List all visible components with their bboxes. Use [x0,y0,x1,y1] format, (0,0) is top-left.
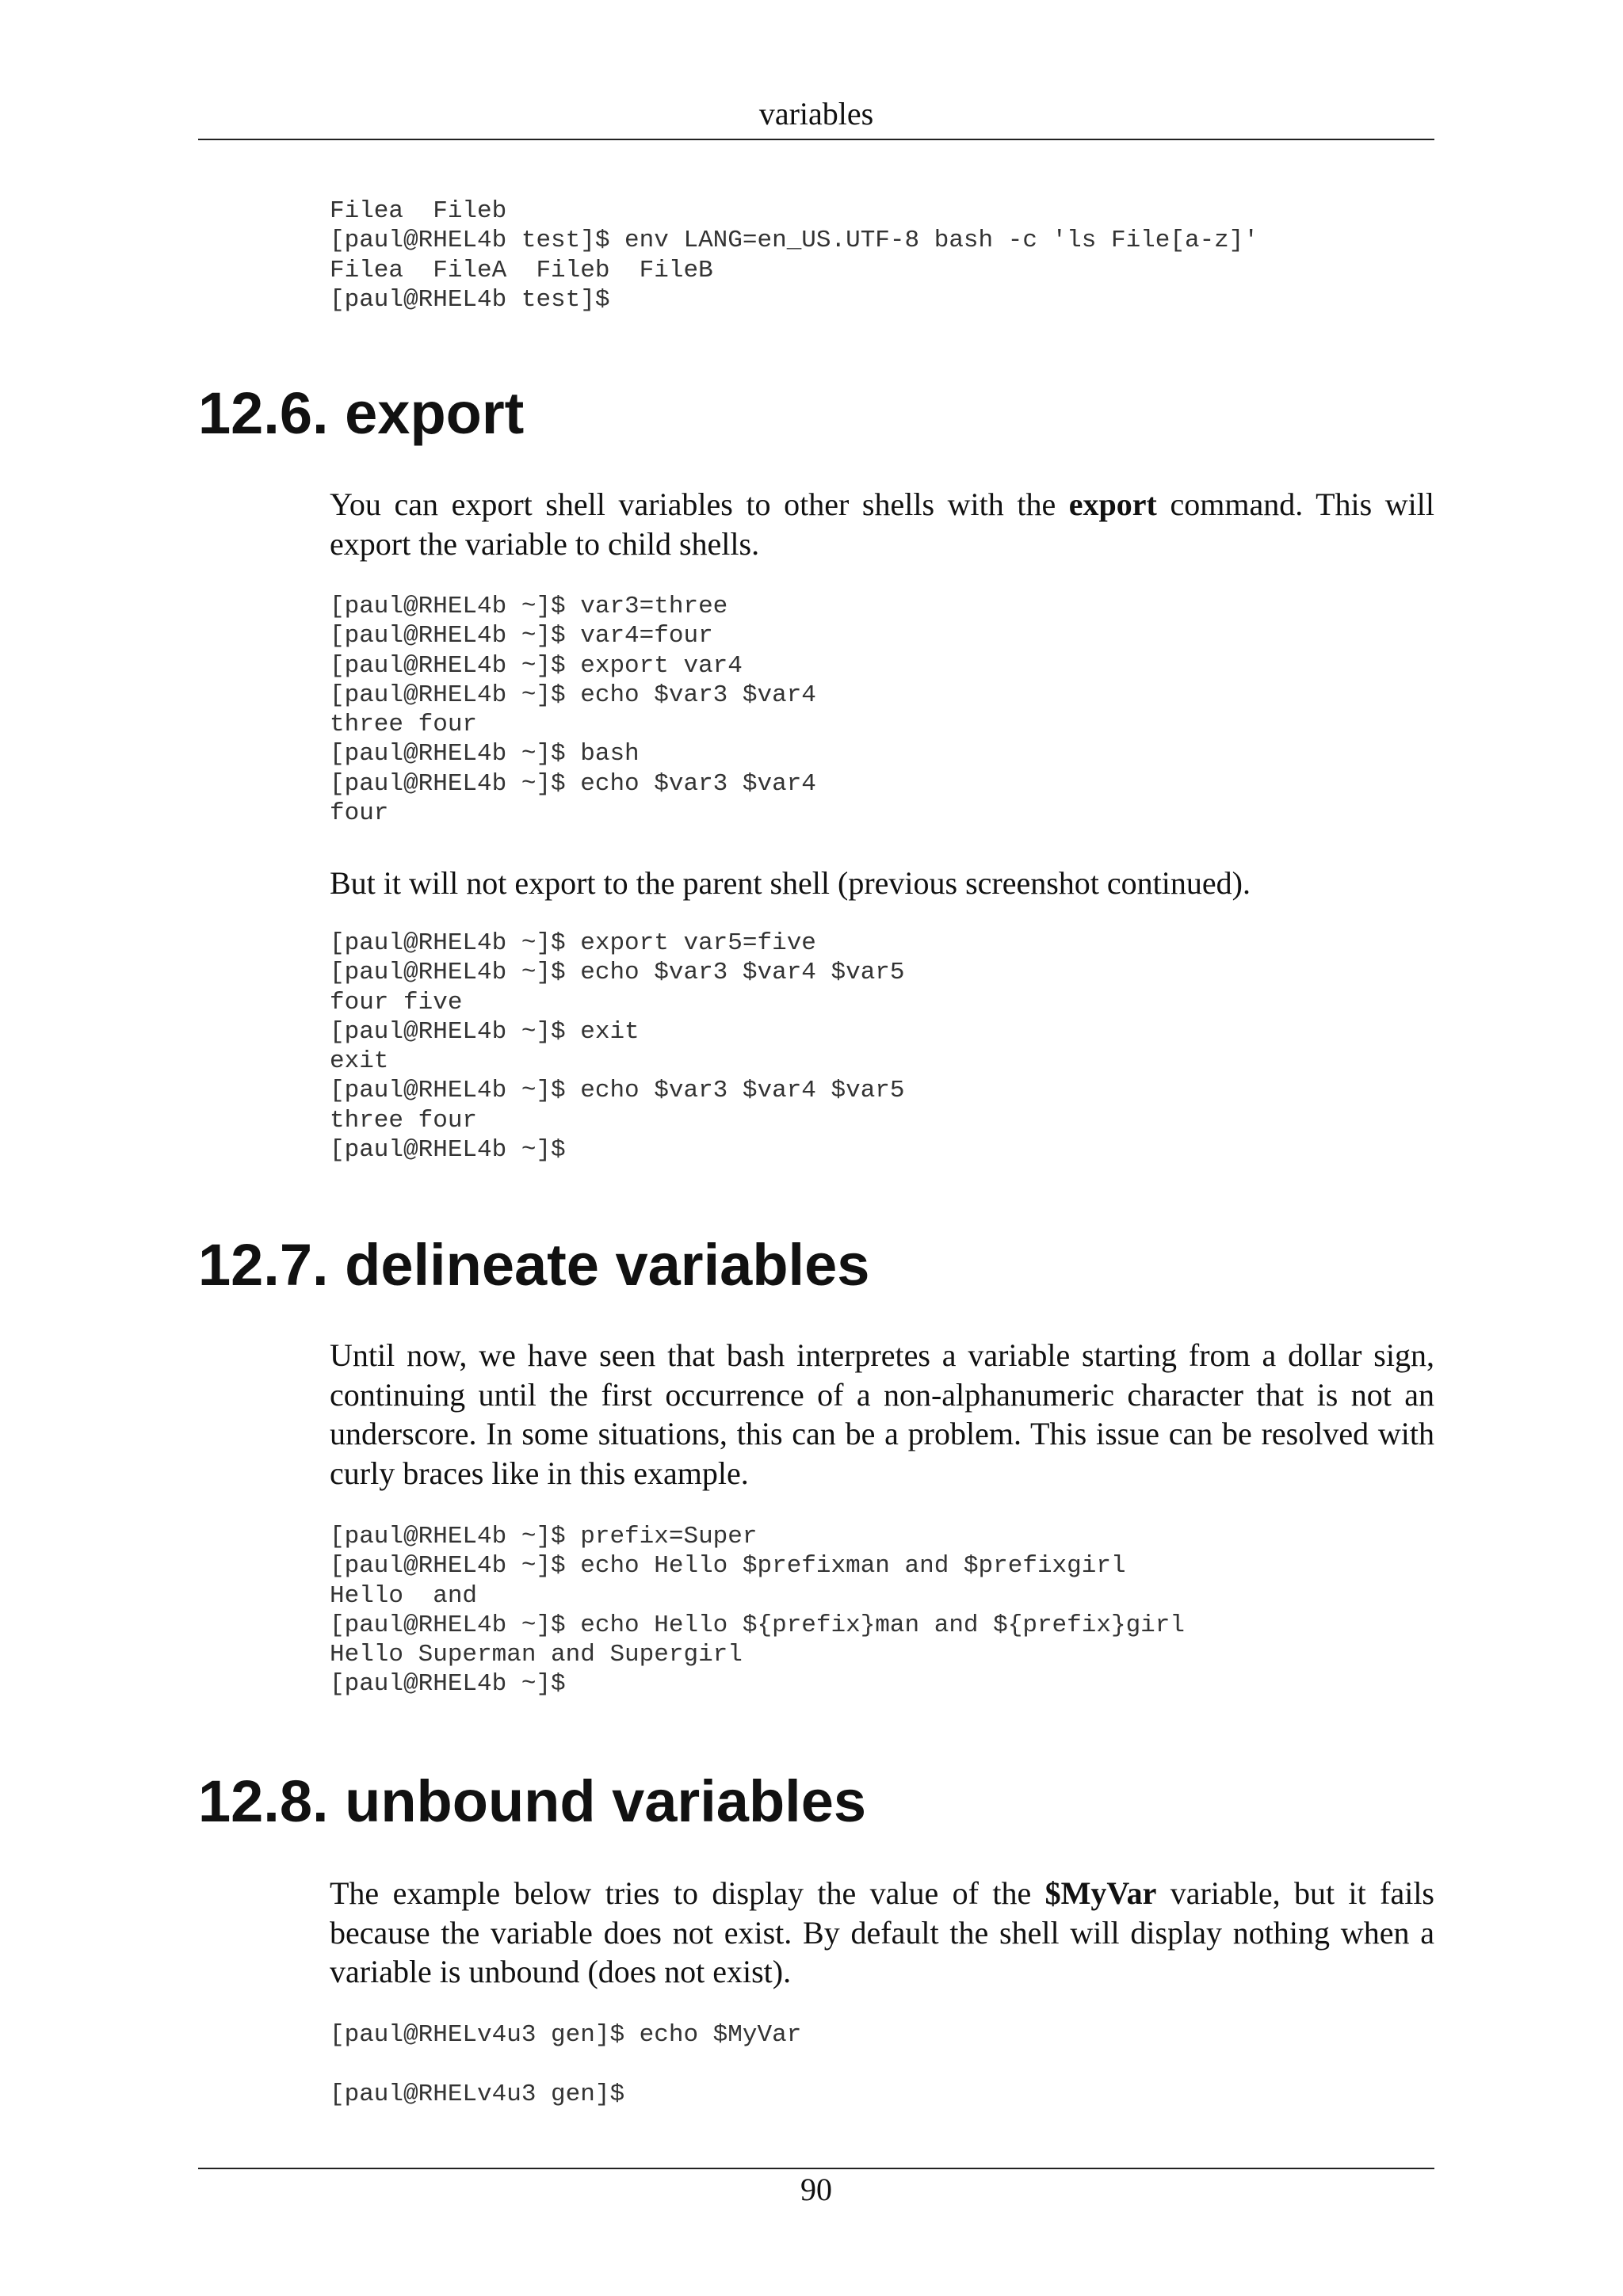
code-line: Filea Fileb [330,197,507,225]
code-line: [paul@RHELv4u3 gen]$ echo $MyVar [330,2021,802,2049]
code-line: [paul@RHEL4b test]$ [330,285,610,314]
code-block-unbound [330,2020,801,2109]
code-line: three four [330,1106,478,1135]
code-block-export-1 [330,592,816,828]
code-line: [paul@RHEL4b ~]$ prefix=Super [330,1523,758,1550]
code-line: four [330,799,389,828]
code-line: [paul@RHEL4b ~]$ echo $var3 $var4 $var5 [330,1077,905,1105]
code-block-delineate [330,1522,1185,1699]
unbound-paragraph [330,1874,1434,1992]
code-line: Hello Superman and Supergirl [330,1641,743,1669]
code-line: [paul@RHEL4b ~]$ [330,1670,566,1699]
code-line: [paul@RHELv4u3 gen]$ [330,2080,625,2108]
code-line: [paul@RHEL4b ~]$ echo Hello ${prefix}man and ${prefix}girl [330,1611,1185,1639]
code-line: [paul@RHEL4b ~]$ var3=three [330,593,728,620]
text-run: variable, but it fails because the variable does not exist. By default the shell will display nothing when a variable is unbound (does not exist). [330,1875,1434,1989]
code-line: Hello and [330,1581,478,1610]
code-line: [paul@RHEL4b ~]$ echo $var3 $var4 $var5 [330,959,905,987]
code-line: [paul@RHEL4b ~]$ echo $var3 $var4 [330,681,816,709]
code-block-export-2 [330,929,905,1165]
text-run: command. This will export the variable to child shells. [330,486,1434,562]
section-heading-export: 12.6. export [198,380,525,446]
header-rule [198,139,1434,140]
code-line: four five [330,988,463,1016]
command-name: export [1068,486,1157,522]
code-line: [paul@RHEL4b ~]$ exit [330,1017,640,1046]
page-number: 90 [800,2172,832,2207]
code-line: three four [330,711,478,739]
export-paragraph-2: But it will not export to the parent shell (previous screenshot continued). [330,865,1251,901]
text-run: The example below tries to display the value of the [330,1875,1045,1911]
code-line: [paul@RHEL4b ~]$ var4=four [330,622,713,650]
code-line: exit [330,1047,389,1076]
code-line [330,2050,801,2079]
code-line: [paul@RHEL4b ~]$ [330,1136,566,1165]
variable-name: $MyVar [1044,1875,1157,1911]
code-line: [paul@RHEL4b ~]$ export var4 [330,651,743,680]
code-line: [paul@RHEL4b ~]$ bash [330,740,640,769]
delineate-paragraph: Until now, we have seen that bash interpretes a variable starting from a dollar sign, continuing until the first occurrence of a non-alphanumeric character that is not an underscore. In some situations, this can be a problem. This issue can be resolved with curly braces like in this example. [330,1337,1434,1491]
code-line: [paul@RHEL4b ~]$ echo $var3 $var4 [330,769,816,798]
section-heading-delineate: 12.7. delineate variables [198,1232,870,1298]
code-line: Filea FileA Fileb FileB [330,256,713,284]
running-header: variables [758,96,874,132]
code-block-top [330,196,1258,315]
code-line: [paul@RHEL4b test]$ env LANG=en_US.UTF-8 bash -c 'ls File[a-z]' [330,227,1258,255]
code-line: [paul@RHEL4b ~]$ echo Hello $prefixman and $prefixgirl [330,1552,1126,1581]
export-paragraph [330,485,1434,563]
text-run: You can export shell variables to other shells with the [330,486,1069,522]
section-heading-unbound: 12.8. unbound variables [198,1768,867,1834]
code-line: [paul@RHEL4b ~]$ export var5=five [330,929,816,957]
